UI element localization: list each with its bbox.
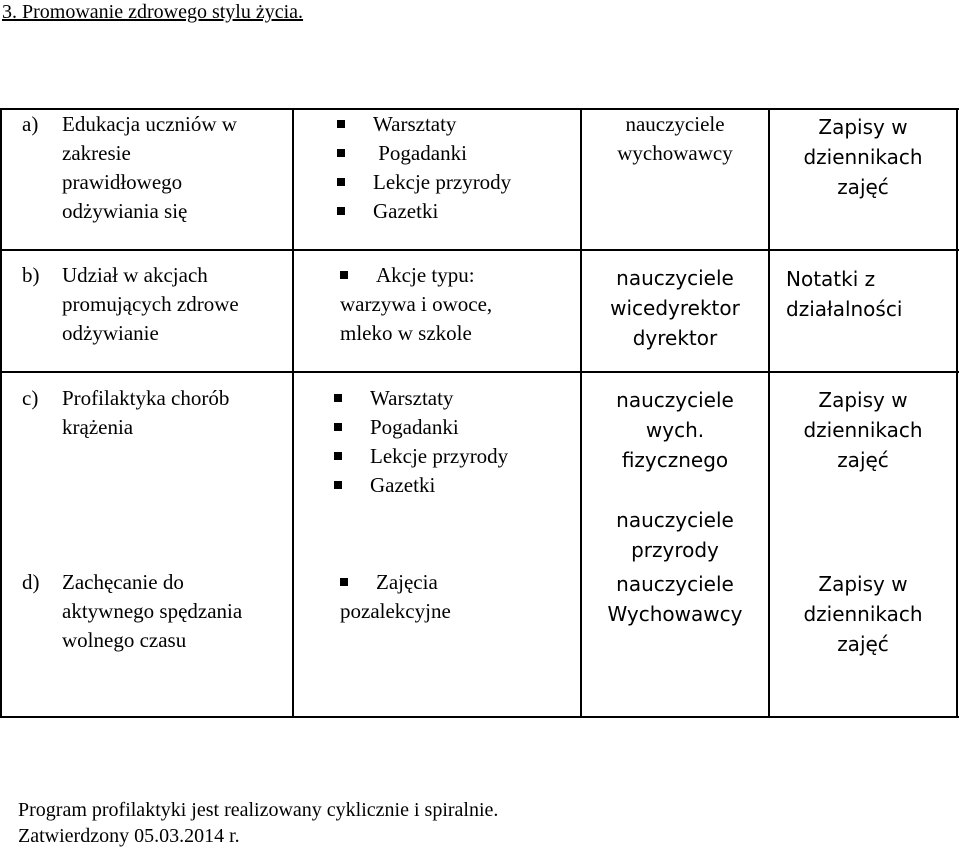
section-heading xyxy=(2,0,303,24)
row-divider-2 xyxy=(0,371,959,373)
responsible-line: przyrody xyxy=(631,538,719,562)
responsible-line: Wychowawcy xyxy=(607,602,743,626)
row-d-task xyxy=(22,568,287,655)
responsible-line: nauczyciele xyxy=(625,112,725,136)
responsible-line: nauczyciele xyxy=(616,266,734,290)
task-line: wolnego czasu xyxy=(62,628,187,652)
row-c-task xyxy=(22,384,287,442)
responsible-line: nauczyciele xyxy=(616,388,734,412)
list-item: Pogadanki xyxy=(337,139,577,168)
responsible-line: wychowawcy xyxy=(617,141,733,165)
task-line: promujących zdrowe xyxy=(62,292,239,316)
footer-line-approved: Zatwierdzony 05.03.2014 r. xyxy=(18,825,240,847)
list-item: Lekcje przyrody xyxy=(334,442,578,471)
square-bullet-icon xyxy=(337,178,345,186)
list-item: Gazetki xyxy=(334,471,578,500)
square-bullet-icon xyxy=(334,481,342,489)
square-bullet-icon xyxy=(334,423,342,431)
task-label: c) xyxy=(22,386,39,410)
evidence-line: zajęć xyxy=(837,448,889,472)
task-line: Profilaktyka chorób xyxy=(62,386,230,410)
section-title: Promowanie zdrowego stylu życia. xyxy=(22,1,304,23)
list-item: Gazetki xyxy=(337,197,577,226)
row-a-responsible xyxy=(582,110,768,168)
responsible-line: nauczyciele xyxy=(616,572,734,596)
evidence-line: Zapisy w xyxy=(818,115,908,139)
row-b-forms xyxy=(340,261,578,348)
section-number: 3. xyxy=(2,1,17,23)
square-bullet-icon xyxy=(337,207,345,215)
task-line: Udział w akcjach xyxy=(62,263,208,287)
task-label: b) xyxy=(22,263,40,287)
evidence-line: zajęć xyxy=(837,175,889,199)
task-line: krążenia xyxy=(62,415,134,439)
evidence-line: Zapisy w xyxy=(818,388,908,412)
evidence-line: zajęć xyxy=(837,632,889,656)
row-b-responsible xyxy=(582,263,768,353)
row-d-evidence xyxy=(770,569,956,659)
responsible-line: dyrektor xyxy=(632,326,718,350)
row-a-forms xyxy=(337,110,577,226)
task-line: zakresie xyxy=(62,141,131,165)
responsible-line: wicedyrektor xyxy=(610,296,740,320)
responsible-line: nauczyciele xyxy=(616,508,734,532)
evidence-line: dziennikach xyxy=(803,602,923,626)
list-item: Warsztaty xyxy=(334,384,578,413)
responsible-line: wych. xyxy=(645,418,705,442)
list-item: Akcje typu: xyxy=(340,261,578,290)
table-right-border xyxy=(956,108,958,718)
row-c-forms xyxy=(334,384,578,500)
square-bullet-icon xyxy=(340,578,348,586)
responsible-line: fizycznego xyxy=(621,448,729,472)
task-line: Edukacja uczniów w xyxy=(62,112,237,136)
square-bullet-icon xyxy=(334,452,342,460)
square-bullet-icon xyxy=(340,271,348,279)
task-label: a) xyxy=(22,112,39,136)
evidence-line: dziennikach xyxy=(803,418,923,442)
row-c-responsible xyxy=(582,385,768,565)
list-item: Pogadanki xyxy=(334,413,578,442)
square-bullet-icon xyxy=(334,394,342,402)
square-bullet-icon xyxy=(337,149,345,157)
task-line: aktywnego spędzania xyxy=(62,599,243,623)
list-item: mleko w szkole xyxy=(340,321,472,345)
row-divider-1 xyxy=(0,249,959,251)
evidence-line: działalności xyxy=(786,297,903,321)
evidence-line: Notatki z xyxy=(786,267,876,291)
row-d-responsible xyxy=(582,569,768,629)
task-label: d) xyxy=(22,570,40,594)
table-bottom-border xyxy=(0,716,959,718)
list-item: Zajęcia xyxy=(340,568,578,597)
row-d-forms xyxy=(340,568,578,626)
row-a-evidence xyxy=(770,112,956,202)
row-a-task xyxy=(22,110,287,226)
row-b-evidence xyxy=(786,264,956,324)
row-c-evidence xyxy=(770,385,956,475)
footer-note xyxy=(18,797,498,849)
task-line: odżywiania się xyxy=(62,199,188,223)
responsible-line xyxy=(582,475,768,505)
table-left-border xyxy=(0,108,2,718)
footer-line-program: Program profilaktyki jest realizowany cyklicznie i spiralnie. xyxy=(18,799,499,821)
list-item: warzywa i owoce, xyxy=(340,292,493,316)
evidence-line: dziennikach xyxy=(803,145,923,169)
col-divider-1 xyxy=(292,108,294,718)
square-bullet-icon xyxy=(337,120,345,128)
list-item: pozalekcyjne xyxy=(340,599,451,623)
list-item: Lekcje przyrody xyxy=(337,168,577,197)
task-line: Zachęcanie do xyxy=(62,570,184,594)
task-line: odżywianie xyxy=(62,321,159,345)
list-item: Warsztaty xyxy=(337,110,577,139)
row-b-task xyxy=(22,261,287,348)
task-line: prawidłowego xyxy=(62,170,183,194)
evidence-line: Zapisy w xyxy=(818,572,908,596)
